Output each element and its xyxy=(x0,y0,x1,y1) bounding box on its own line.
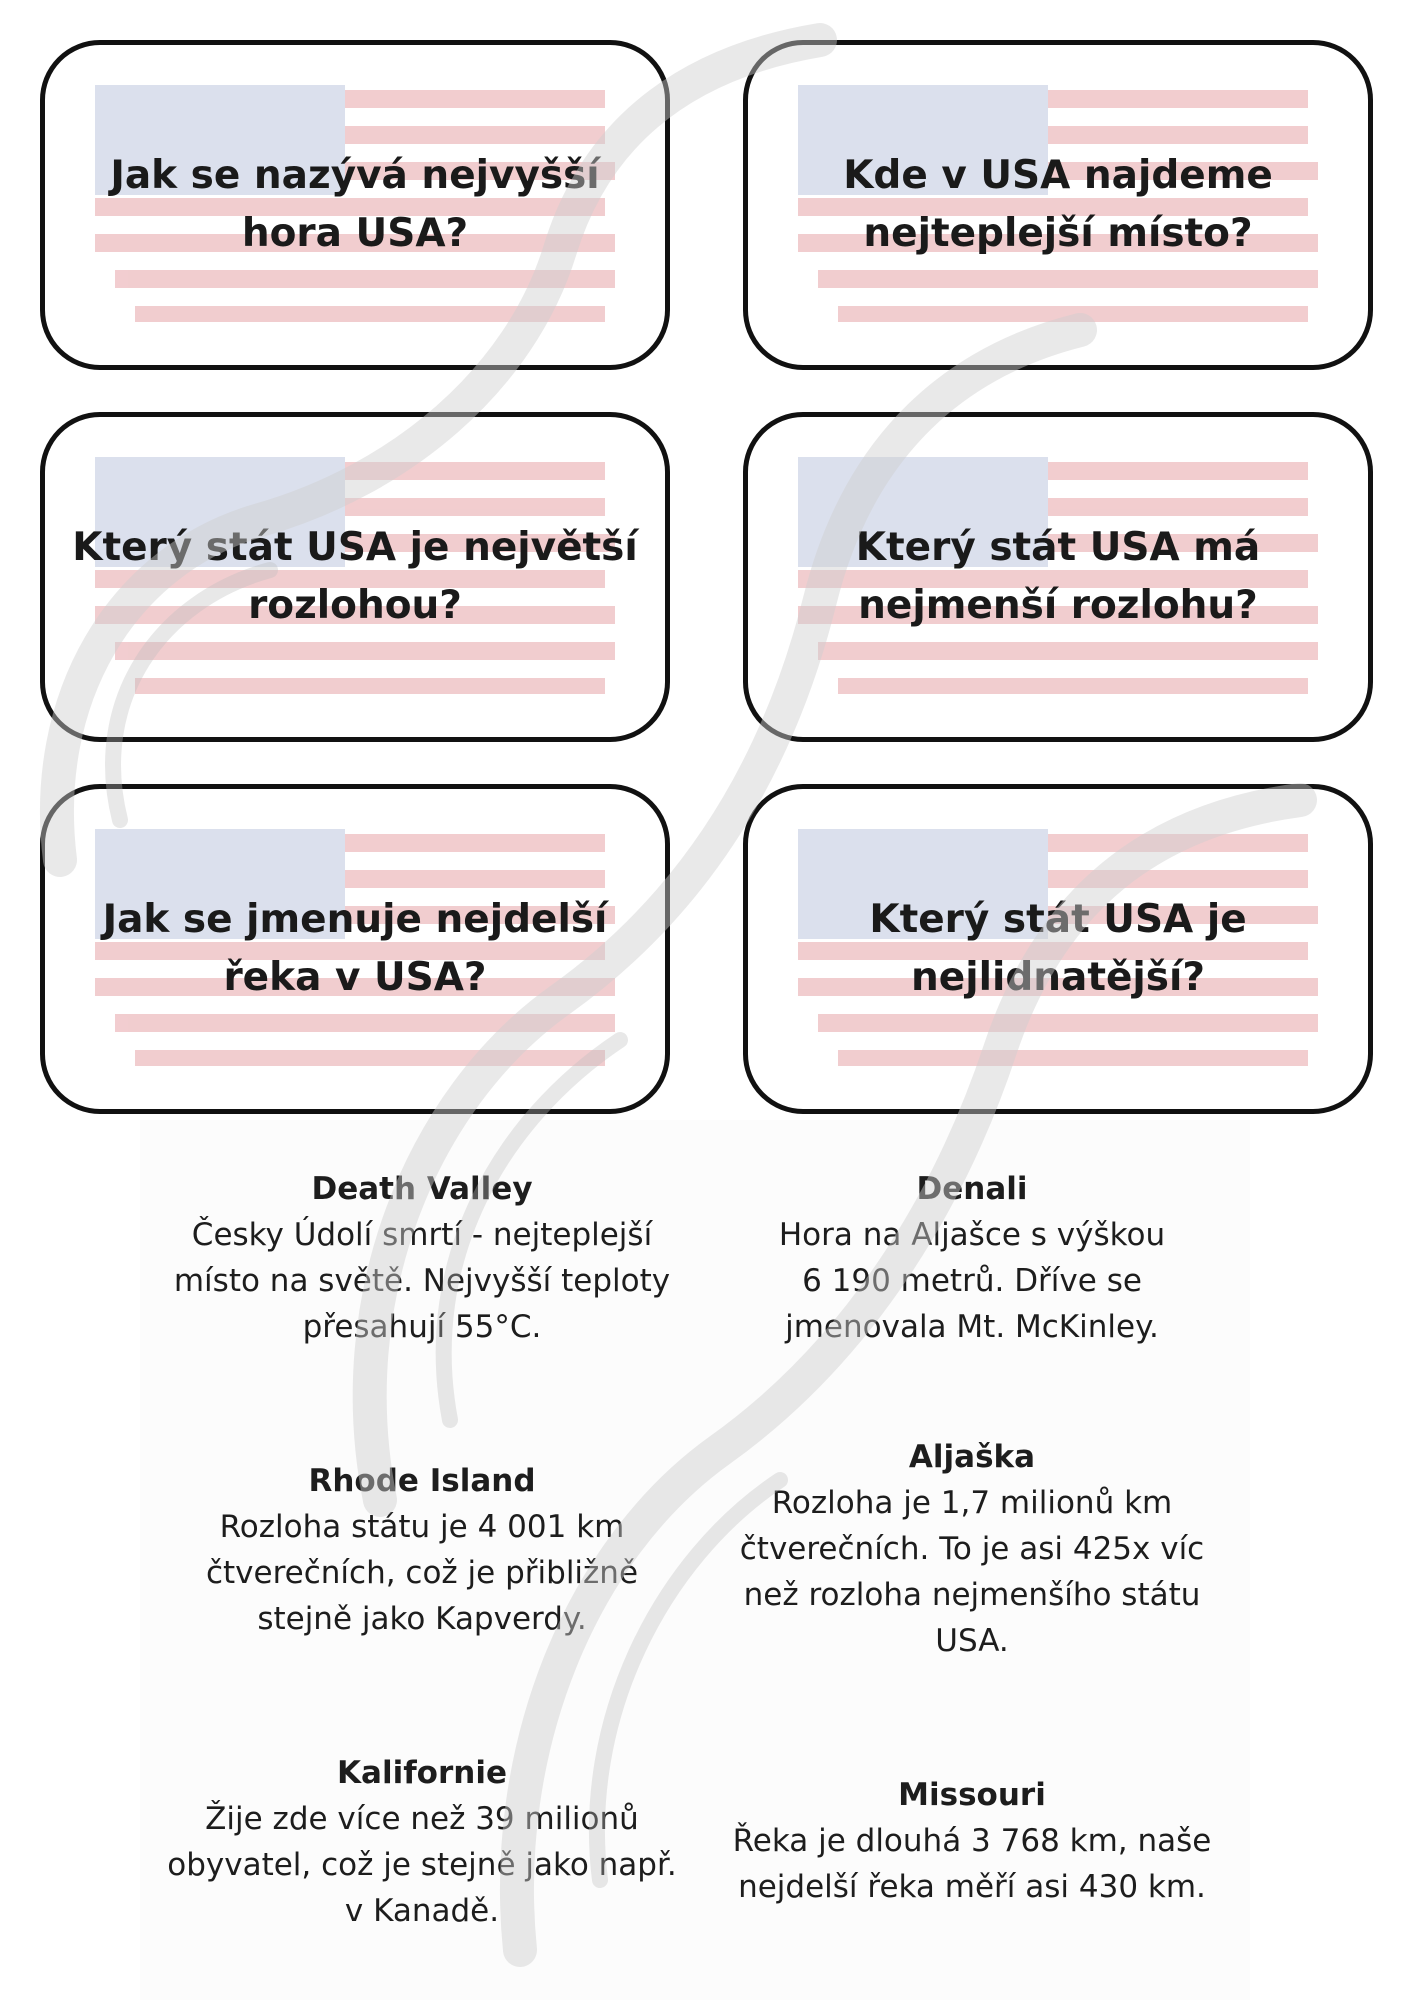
answer-block-1 xyxy=(162,1166,682,1350)
answer-title: Rhode Island xyxy=(308,1463,536,1499)
answer-block-5 xyxy=(162,1750,682,1934)
question-text: Jak se nazývá nejvyšší hora USA? xyxy=(110,153,600,256)
question-card-1 xyxy=(40,40,670,370)
answer-block-3 xyxy=(162,1458,682,1642)
answer-block-4 xyxy=(712,1434,1232,1664)
answer-text: Rozloha státu je 4 001 km čtverečních, což je přibližně stejně jako Kapverdy. xyxy=(205,1509,639,1637)
answer-text: Rozloha je 1,7 milionů km čtverečních. To je asi 425x víc než rozloha nejmenšího státu USA. xyxy=(739,1485,1205,1659)
answer-block-2 xyxy=(712,1166,1232,1350)
question-card-3 xyxy=(40,412,670,742)
answer-title: Denali xyxy=(916,1171,1028,1207)
question-text: Kde v USA najdeme nejteplejší místo? xyxy=(843,153,1273,256)
answer-title: Aljaška xyxy=(908,1439,1036,1475)
answer-text: Hora na Aljašce s výškou 6 190 metrů. Dříve se jmenovala Mt. McKinley. xyxy=(778,1217,1166,1345)
question-text: Který stát USA je nejlidnatější? xyxy=(869,897,1247,1000)
question-card-6 xyxy=(743,784,1373,1114)
question-card-5 xyxy=(40,784,670,1114)
answer-title: Death Valley xyxy=(311,1171,533,1207)
question-text: Jak se jmenuje nejdelší řeka v USA? xyxy=(102,897,608,1000)
question-text: Který stát USA je největší rozlohou? xyxy=(72,525,638,628)
answer-title: Missouri xyxy=(898,1777,1046,1813)
question-card-4 xyxy=(743,412,1373,742)
answer-text: Česky Údolí smrtí - nejteplejší místo na světě. Nejvyšší teploty přesahují 55°C. xyxy=(173,1217,671,1345)
answer-title: Kalifornie xyxy=(337,1755,507,1791)
question-text: Který stát USA má nejmenší rozlohu? xyxy=(855,525,1261,628)
question-card-2 xyxy=(743,40,1373,370)
answer-text: Řeka je dlouhá 3 768 km, naše nejdelší řeka měří asi 430 km. xyxy=(732,1823,1212,1905)
answer-block-6 xyxy=(712,1772,1232,1910)
answer-text: Žije zde více než 39 milionů obyvatel, což je stejně jako např. v Kanadě. xyxy=(167,1801,677,1929)
